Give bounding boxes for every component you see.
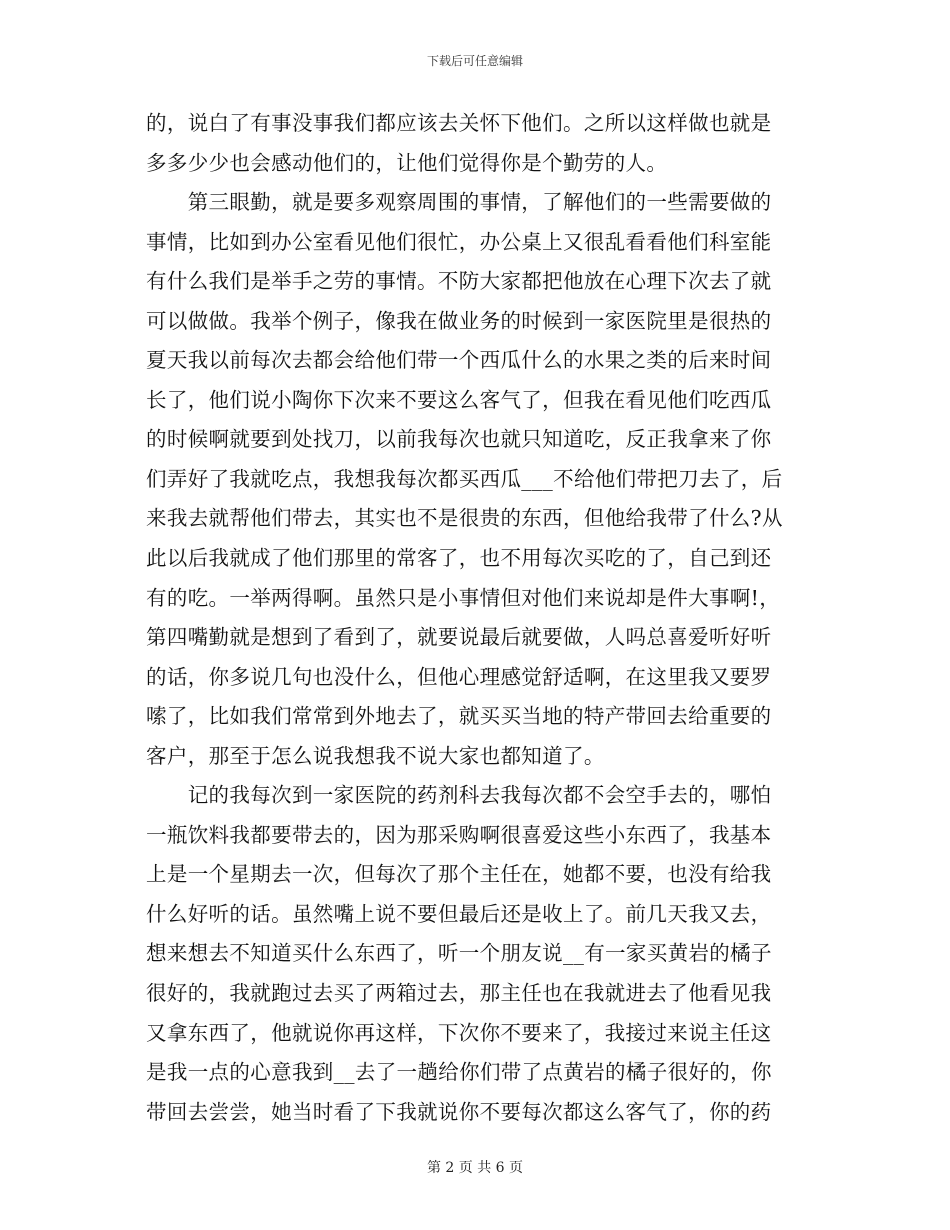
text-line: 什么好听的话。虽然嘴上说不要但最后还是收上了。前几天我又去，	[146, 901, 772, 926]
document-body	[146, 104, 806, 1132]
text-line: 一瓶饮料我都要带去的，因为那采购啊很喜爱这些小东西了，我基本	[146, 822, 772, 847]
text-line: 又拿东西了，他就说你再这样，下次你不要来了，我接过来说主任这	[146, 1020, 772, 1045]
text-line: 们弄好了我就吃点，我想我每次都买西瓜___不给他们带把刀去了，后	[146, 466, 783, 491]
text-line: 多多少少也会感动他们的，让他们觉得你是个勤劳的人。	[146, 150, 668, 175]
text-line: 此以后我就成了他们那里的常客了，也不用每次买吃的了，自己到还	[146, 546, 772, 571]
text-line: 夏天我以前每次去都会给他们带一个西瓜什么的水果之类的后来时间	[146, 348, 772, 373]
text-line: 客户，那至于怎么说我想我不说大家也都知道了。	[146, 743, 605, 768]
text-line: 记的我每次到一家医院的药剂科去我每次都不会空手去的，哪怕	[146, 783, 772, 808]
text-line: 想来想去不知道买什么东西了，听一个朋友说__有一家买黄岩的橘子	[146, 941, 772, 966]
page-header: 下载后可任意编辑	[426, 54, 523, 68]
text-line: 的，说白了有事没事我们都应该去关怀下他们。之所以这样做也就是	[146, 111, 772, 135]
text-line: 长了，他们说小陶你下次来不要这么客气了，但我在看见他们吃西瓜	[146, 387, 772, 412]
text-line: 有什么我们是举手之劳的事情。不防大家都把他放在心理下次去了就	[146, 269, 772, 294]
text-line: 有的吃。一举两得啊。虽然只是小事情但对他们来说却是件大事啊!，	[146, 585, 781, 610]
text-line: 可以做做。我举个例子，像我在做业务的时候到一家医院里是很热的	[146, 308, 772, 333]
text-line: 带回去尝尝，她当时看了下我就说你不要每次都这么客气了，你的药	[146, 1099, 772, 1124]
text-line: 第四嘴勤就是想到了看到了，就要说最后就要做，人吗总喜爱听好听	[146, 625, 772, 650]
text-line: 很好的，我就跑过去买了两箱过去，那主任也在我就进去了他看见我	[146, 981, 772, 1006]
text-line: 事情，比如到办公室看见他们很忙，办公桌上又很乱看看他们科室能	[146, 229, 772, 254]
text-line: 来我去就帮他们带去，其实也不是很贵的东西，但他给我带了什么?从	[146, 506, 783, 531]
text-line: 第三眼勤，就是要多观察周围的事情，了解他们的一些需要做的	[146, 190, 772, 215]
text-line: 的时候啊就要到处找刀，以前我每次也就只知道吃，反正我拿来了你	[146, 427, 772, 452]
page-footer: 第 2 页 共 6 页	[426, 1160, 524, 1176]
text-line: 上是一个星期去一次，但每次了那个主任在，她都不要，也没有给我	[146, 862, 772, 887]
text-line: 嗦了，比如我们常常到外地去了，就买买当地的特产带回去给重要的	[146, 704, 772, 729]
text-line: 是我一点的心意我到__去了一趟给你们带了点黄岩的橘子很好的，你	[146, 1060, 772, 1085]
text-line: 的话，你多说几句也没什么，但他心理感觉舒适啊，在这里我又要罗	[146, 664, 772, 689]
